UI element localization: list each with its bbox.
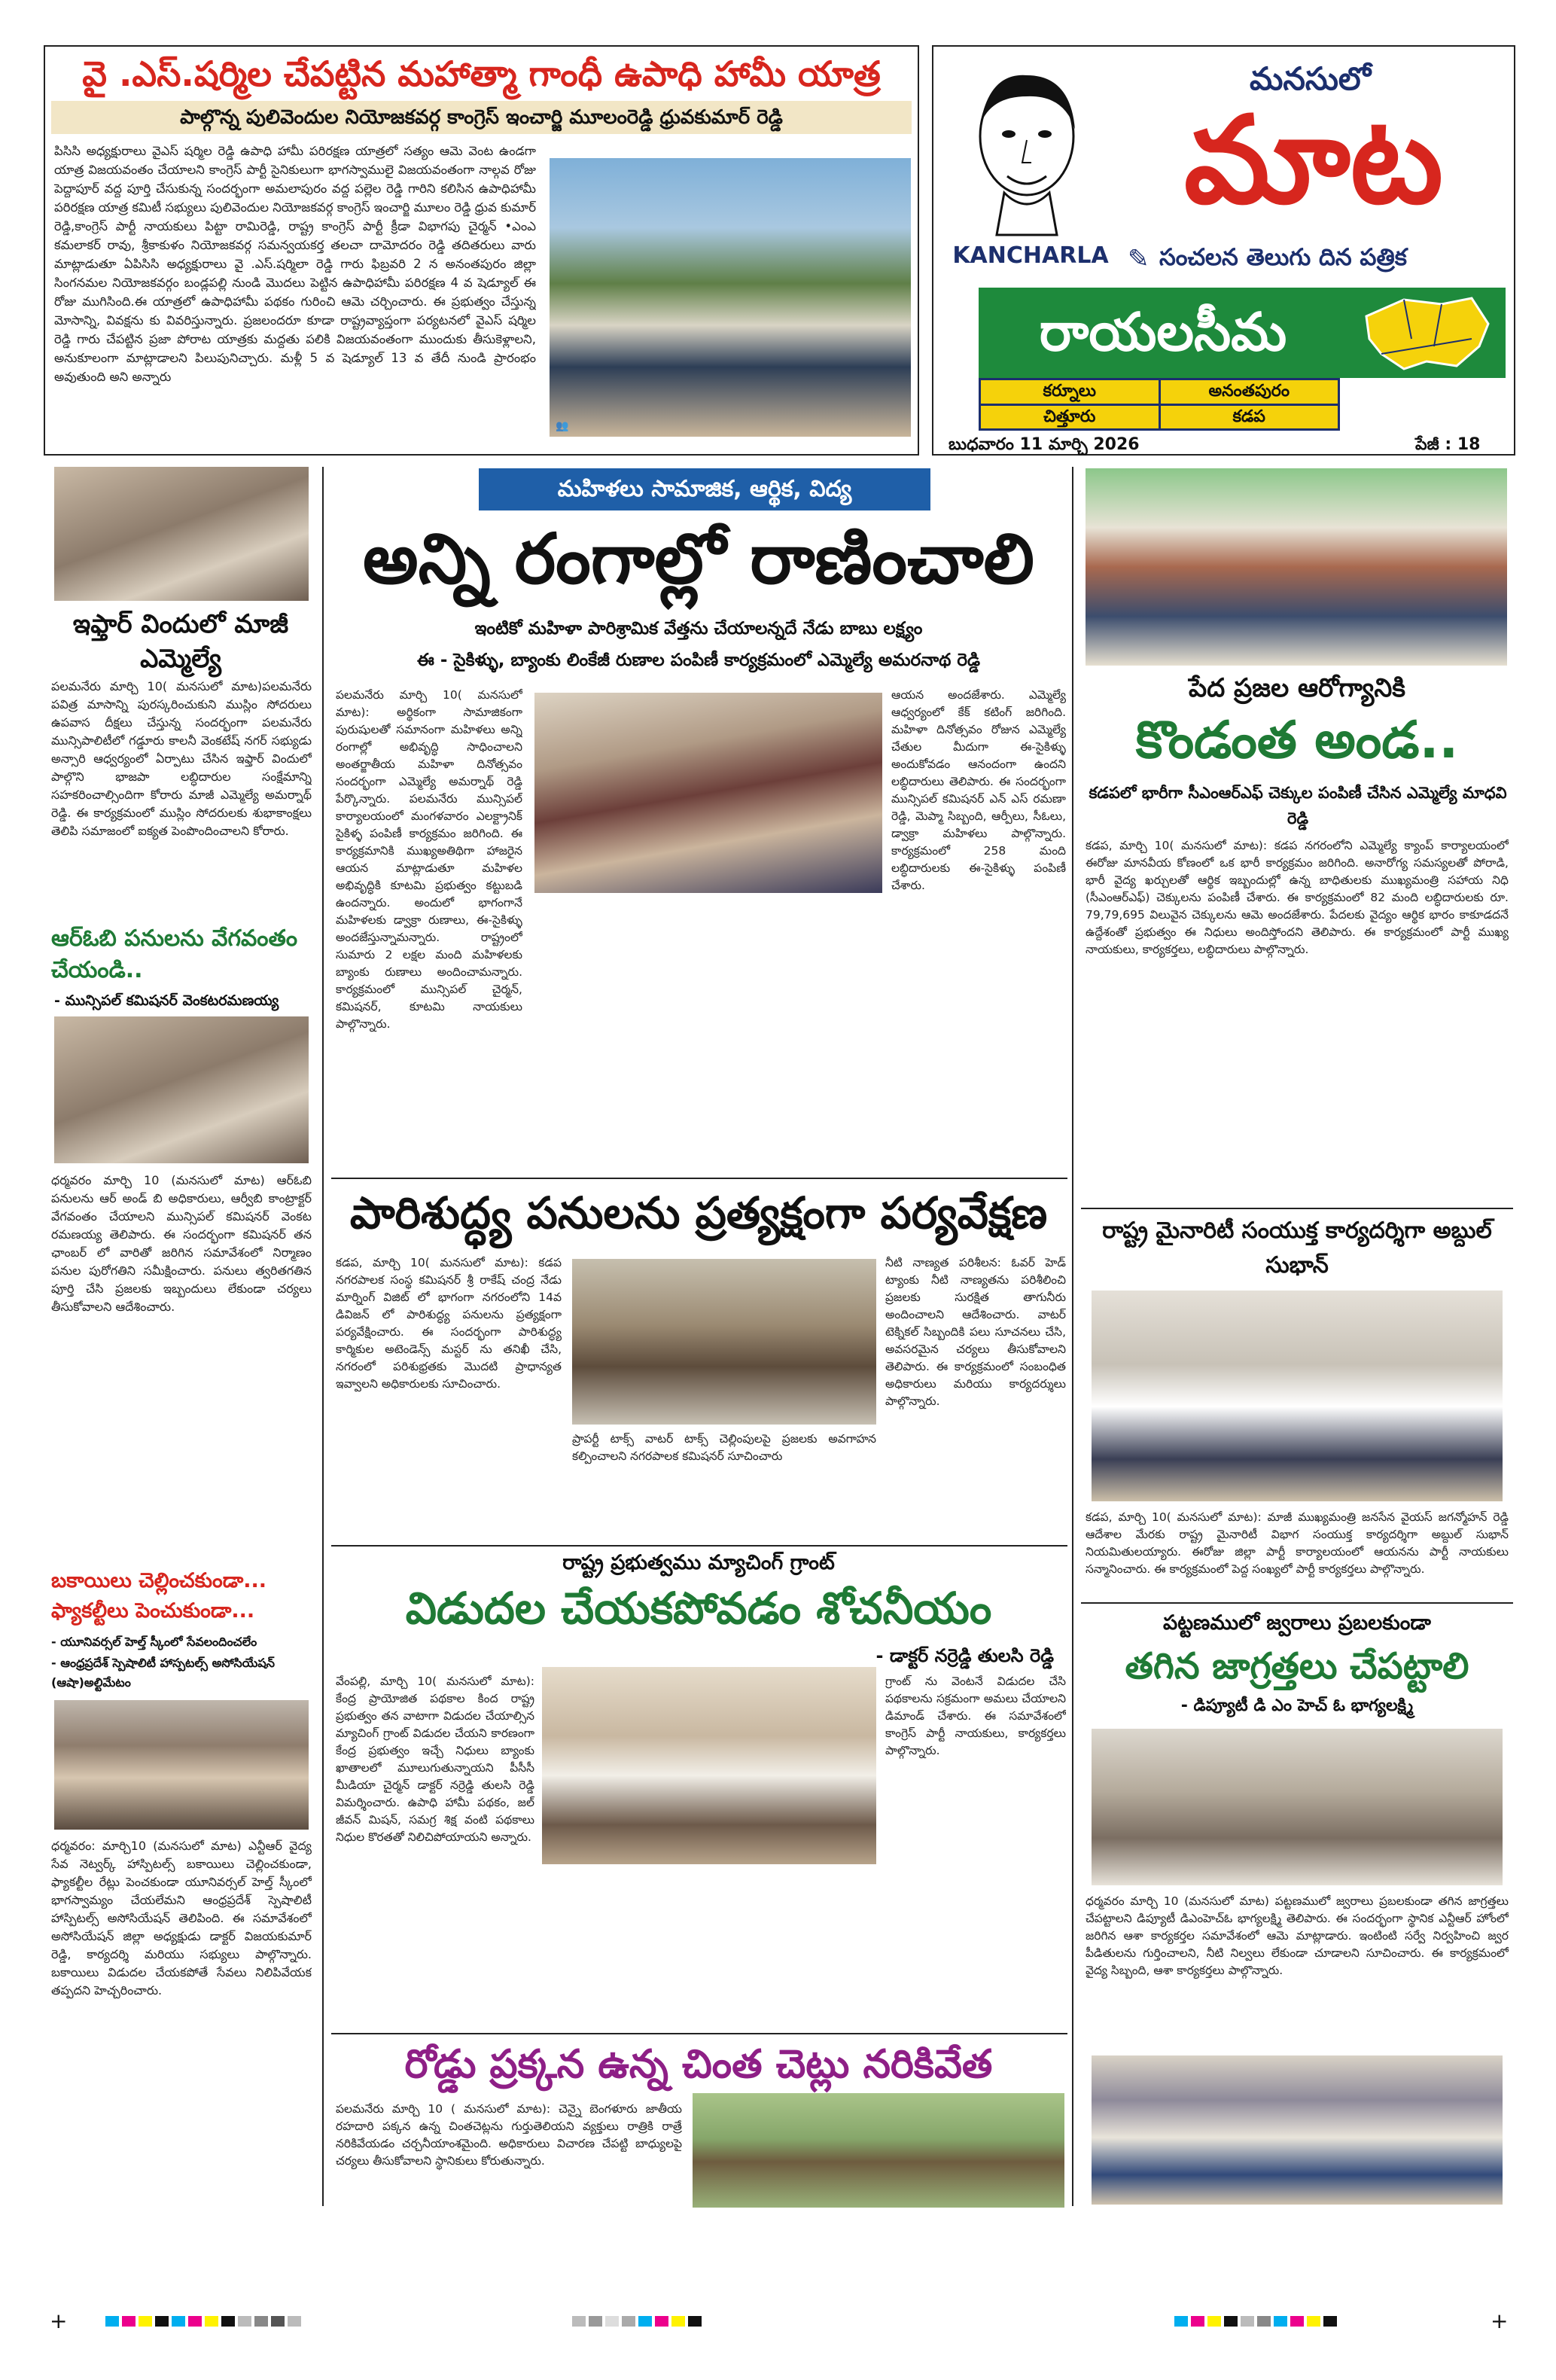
rob-headline: ఆర్ఓబి పనులను వేగవంతం చేయండి.. bbox=[51, 925, 298, 983]
map-icon bbox=[1359, 294, 1494, 375]
fee-bullet-1: - యూనివర్సల్ హెల్త్ స్కీంలో సేవలందించలేం bbox=[51, 1635, 257, 1649]
sanitation-caption: ప్రాపర్టీ టాక్స్ వాటర్ టాక్స్ చెల్లింపులపై ప్రజలకు అవగాహన కల్పించాలని నగరపాలక కమిషనర్ సూచించారు bbox=[572, 1432, 876, 1463]
fee-body: ధర్మవరం: మార్చి10 (మనసులో మాట) ఎన్టీఆర్ వైద్య సేవ నెట్వర్క్ హాస్పిటల్స్ బకాయిలు చెల్లించకుండా, ఫ్యాకల్టీల రేట్లు పెంచకుండా యూనివర్సల్ హెల్త్ స్కీంలో భాగస్వామ్యం చేయలేమని ఆంధ్రప్రదేశ్ స్పెషాలిటీ హాస్పిటల్స్ అసోసియేషన్ తెలిపింది. ఈ సమావేశంలో అసోసియేషన్ జిల్లా అధ్యక్షుడు డాక్టర్ విజయకుమార్ రెడ్డి, కార్యదర్శి మరియు సభ్యులు పాల్గొన్నారు. బకాయిలు విడుదల చేయకపోతే సేవలు నిలిపివేయక తప్పదని హెచ్చరించారు. bbox=[51, 1839, 312, 1998]
color-registration-strip-right bbox=[1174, 2316, 1337, 2327]
top-story-body: పిసిసి అధ్యక్షురాలు వైఎస్ షర్మిల రెడ్డి ఉపాధి హామీ పరిరక్షణ యాత్రలో సత్యం ఆమె వెంట ఉండగా యాత్ర విజయవంతం చేయాలని కాంగ్రెస్ పార్టీ సైనికులుగా భాగస్వాములై విజయవంతంగా నాల్గవ రోజు పెద్దాపూర్ వద్ద పూర్తి చేసుకున్న సందర్భంగా అమలాపురం వద్ద పల్లెల రెడ్డి గారిని కలిసిన ఉపాధిహామీ పరిరక్షణ యాత్ర కమిటీ సభ్యులు పులివెందుల నియోజకవర్గ కాంగ్రెస్ ఇంచార్జి మూలం రెడ్డి ధ్రువ కుమార్ రెడ్డి,కాంగ్రెస్ పార్టీ నాయకులు పిట్టా రామిరెడ్డి, రాష్ట్ర కాంగ్రెస్ పార్టీ క్రీడా విభాగపు చైర్మన్ •ఎంఎ కమలాకర్ రావు, శ్రీకాకుళం నియోజకవర్గ సమన్వయకర్త తలచా దామోదరం రెడ్డి తదితరులు వారు మాట్లాడుతూ ఏపిసిసి అధ్యక్షురాలు వై .ఎస్.షర్మిలా రెడ్డి గారు ఫిబ్రవరి 2 న అనంతపురం జిల్లా సింగనమల నియోజకవర్గం బండ్లపల్లి నుండి మొదలు పెట్టిన ఉపాధిహామీ పరిరక్షణ 4 వ షెడ్యూల్ ఈ రోజు ముగిసింది.ఈ యాత్రలో ఉపాధిహామీ పథకం గురించి ఆమె చర్చించారు. ఈ ప్రభుత్వం చేస్తున్న మోసాన్ని, వివక్షను కు వివరిస్తున్నారు. ప్రజలందరూ కూడా రాష్ట్రవ్యాప్తంగా పర్యటనలో వైఎస్ షర్మిల రెడ్డి గారు చేపట్టిన ప్రజా పోరాట యాత్రకు మద్దతు పలికి విజయవంతంగా ముందుకు తీసుకెళ్లాలని, అనుకూలంగా మాట్లాడాలని పిలుపునిచ్చారు. మళ్లీ 5 వ షెడ్యూల్ 13 వ తేదీ నుండి ప్రారంభం అవుతుంది అని అన్నారు bbox=[54, 144, 536, 384]
sanitation-rule-top bbox=[331, 1178, 1067, 1179]
crop-mark-right-icon: + bbox=[1491, 2308, 1509, 2333]
left-column-divider bbox=[322, 467, 324, 2206]
crop-mark-left-icon: + bbox=[50, 2308, 68, 2333]
brand-small: మనసులో bbox=[1250, 60, 1372, 97]
fee-headline: బకాయిలు చెల్లించకుండా... ఫ్యాకల్టీలు పెంచుకుండా... bbox=[51, 1569, 267, 1623]
cartoon-name: KANCHARLA bbox=[952, 242, 1109, 269]
fever-rule-top bbox=[1081, 1602, 1513, 1604]
fee-bullet-2: - ఆంధ్రప్రదేశ్ స్పెషాలిటీ హాస్పటల్స్ అసోసియేషన్ (ఆషా)అల్టిమేటం bbox=[51, 1656, 275, 1690]
lead-headline: అన్ని రంగాల్లో రాణించాలి bbox=[363, 519, 1034, 599]
iftar-photo bbox=[54, 467, 309, 601]
district-kurnool: కర్నూలు bbox=[981, 380, 1159, 404]
minority-rule-top bbox=[1081, 1208, 1513, 1209]
iftar-body: పలమనేరు మార్చి 10( మనసులో మాట)పలమనేరు పవిత్ర మాసాన్ని పురస్కరించుకుని ముస్లిం సోదరులు ఉపవాస దీక్షలు చేస్తున్న సందర్భంగా పలమనేరు మున్సిపాలిటీలో గడ్డూరు కాలనీ వెంకటేష్ నగర్ సభ్యుడు అన్సారి ఆధ్వర్యంలో ఏర్పాటు చేసిన ఇఫ్తార్ విందులో పాల్గొని భాజపా లబ్ధిదారుల సంక్షేమాన్ని సహకరించాల్సిందిగా కోరారు మాజీ ఎమ్మెల్యే అమర్నాథ్ రెడ్డి. ఈ కార్యక్రమంలో ముస్లిం సోదరులకు శుభాకాంక్షలు తెలిపి సమాజంలో ఐక్యత పెంపొందించాలని కోరారు. bbox=[51, 679, 312, 838]
right-column-divider bbox=[1072, 467, 1073, 2206]
masthead-date: బుధవారం 11 మార్చి 2026 bbox=[949, 435, 1140, 454]
fever-kicker: పట్టణములో జ్వరాలు ప్రబలకుండా bbox=[1163, 1611, 1431, 1635]
minority-headline: రాష్ట్ర మైనారిటీ సంయుక్త కార్యదర్శిగా అబ్దుల్ సుభాన్ bbox=[1102, 1217, 1492, 1278]
sanitation-body-2: నీటి నాణ్యత పరిశీలన: ఓవర్ హెడ్ ట్యాంకు నీటి నాణ్యతను పరిశీలించి ప్రజలకు సురక్షిత తాగునీరు అందించాలని ఆదేశించారు. వాటర్ టెక్నికల్ సిబ్బందికి పలు సూచనలు చేసి, అవసరమైన చర్యలు తీసుకోవాలని తెలిపారు. ఈ కార్యక్రమంలో సంబంధిత అధికారులు మరియు కార్యదర్శులు పాల్గొన్నారు. bbox=[885, 1256, 1066, 1408]
cartoon-face-icon bbox=[944, 65, 1110, 238]
fever-photo bbox=[1092, 1729, 1503, 1885]
masthead-box bbox=[932, 45, 1515, 456]
minority-photo bbox=[1092, 1291, 1503, 1501]
cmrf-photo bbox=[1086, 468, 1507, 666]
sanitation-headline: పారిశుద్ధ్య పనులను ప్రత్యక్షంగా పర్యవేక్షణ bbox=[349, 1187, 1048, 1239]
grant-body: వేంపల్లి, మార్చి 10( మనసులో మాట): కేంద్ర ప్రాయోజిత పథకాల కింద రాష్ట్ర ప్రభుత్వం తన వాటాగా విడుదల చేయాల్సిన మ్యాచింగ్ గ్రాంట్ విడుదల చేయని కారణంగా కేంద్ర ప్రభుత్వం ఇచ్చే నిధులు బ్యాంకు ఖాతాలలో మూలుగుతున్నాయని పీసీసీ మీడియా చైర్మన్ డాక్టర్ నర్రెడ్డి తులసి రెడ్డి విమర్శించారు. ఉపాధి హామీ పథకం, జల్ జీవన్ మిషన్, సమగ్ర శిక్ష వంటి పథకాలు నిధుల కొరతతో నిలిచిపోయాయని అన్నారు. bbox=[336, 1675, 534, 1844]
fever-photo-2 bbox=[1092, 2055, 1503, 2205]
photo-people-icon: 👥 bbox=[556, 420, 569, 432]
pen-icon: ✎ bbox=[1128, 244, 1149, 274]
edition-banner bbox=[979, 288, 1506, 378]
grant-rule-top bbox=[331, 1545, 1067, 1547]
lead-deck-2: ఈ - సైకిళ్ళు, బ్యాంకు లింకేజీ రుణాల పంపిణీ కార్యక్రమంలో ఎమ్మెల్యే అమరనాథ రెడ్డి bbox=[417, 651, 980, 670]
fever-byline: - డిప్యూటీ డి ఎం హెచ్ ఓ భాగ్యలక్ష్మి bbox=[1180, 1696, 1414, 1715]
lead-body-col2: ఆయన అందజేశారు. ఎమ్మెల్యే ఆధ్వర్యంలో కేక్ కటింగ్ జరిగింది. మహిళా దినోత్సవం రోజున ఎమ్మెల్యే చేతుల మీదుగా ఈ-సైకిళ్ళు అందుకోవడం ఆనందంగా ఉందని లబ్ధిదారులు తెలిపారు. ఈ సందర్భంగా మున్సిపల్ కమిషనర్ ఎన్ ఎస్ రమణా రెడ్డి, మెప్మా సిబ్బంది, ఆర్పీలు, సీఓలు, డ్వాక్రా మహిళలు పాల్గొన్నారు. కార్యక్రమంలో 258 మంది లబ్ధిదారులకు ఈ-సైకిళ్ళు పంపిణీ చేశారు. bbox=[891, 688, 1066, 892]
cmrf-deck: కడపలో భారీగా సీఎంఆర్ఎఫ్ చెక్కుల పంపిణీ చేసిన ఎమ్మెల్యే మాధవి రెడ్డి bbox=[1089, 784, 1507, 827]
minority-body: కడప, మార్చి 10( మనసులో మాట): మాజీ ముఖ్యమంత్రి జనసేన వైయస్ జగన్మోహన్ రెడ్డి ఆదేశాల మేరకు రాష్ట్ర మైనారిటీ విభాగ సంయుక్త కార్యదర్శిగా అబ్దుల్ సుభాన్ నియమితులయ్యారు. ఈరోజు జిల్లా పార్టీ కార్యాలయంలో ఆయనను పార్టీ నాయకులు సన్మానించారు. ఈ కార్యక్రమంలో పెద్ద సంఖ్యలో పార్టీ కార్యకర్తలు పాల్గొన్నారు. bbox=[1086, 1510, 1509, 1576]
top-story-photo bbox=[550, 158, 911, 437]
brand-tagline: సంచలన తెలుగు దిన పత్రిక bbox=[1159, 244, 1407, 271]
rob-body: ధర్మవరం మార్చి 10 (మనసులో మాట) ఆర్ఓబి పనులను ఆర్ అండ్ బి అధికారులు, ఆర్వీబి కాంట్రాక్టర్ వేగవంతం చేయాలని మున్సిపల్ కమిషనర్ వెంకట రమణయ్య తెలిపారు. ఈ సందర్భంగా కమిషనర్ తన ఛాంబర్ లో వారితో జరిగిన సమావేశంలో నిర్మాణం పనుల పురోగతిని సమీక్షించారు. పనులు త్వరితగతిన పూర్తి చేసి ప్రజలకు ఇబ్బందులు లేకుండా చర్యలు తీసుకోవాలని ఆదేశించారు. bbox=[51, 1173, 312, 1314]
trees-photo bbox=[693, 2093, 1064, 2208]
cmrf-body: కడప, మార్చి 10( మనసులో మాట): కడప నగరంలోని ఎమ్మెల్యే క్యాంప్ కార్యాలయంలో ఈరోజు మానవీయ కోణంలో ఒక భారీ కార్యక్రమం జరిగింది. అనారోగ్య సమస్యలతో పోరాడి, భారీ వైద్య ఖర్చులతో ఆర్థిక ఇబ్బందుల్లో ఉన్న బాధితులకు ముఖ్యమంత్రి సహాయ నిధి (సీఎంఆర్ఎఫ్) చెక్కులను పంపిణీ చేశారు. ఈ కార్యక్రమంలో 82 మంది లబ్ధిదారులకు రూ. 79,79,695 విలువైన చెక్కులను ఆమె అందజేశారు. పేదలకు వైద్యం ఆర్థిక భారం కాకూడదనే ఉద్దేశంతో ప్రభుత్వం ఈ నిధులు అందిస్తోందని తెలిపారు. ఈ కార్యక్రమంలో పార్టీ ముఖ్య నాయకులు, కార్యకర్తలు, లబ్ధిదారులు పాల్గొన్నారు. bbox=[1086, 839, 1509, 956]
sanitation-body: కడప, మార్చి 10( మనసులో మాట): కడప నగరపాలక సంస్థ కమిషనర్ శ్రీ రాకేష్ చంద్ర నేడు మార్నింగ్ విజిట్ లో భాగంగా నగరంలోని 14వ డివిజన్ లో పారిశుద్ధ్య పనులను ప్రత్యక్షంగా పర్యవేక్షించారు. ఈ సందర్భంగా పారిశుద్ధ్య కార్మికుల అటెండెన్స్ మస్టర్ ను తనిఖీ చేసి, నగరంలో పరిశుభ్రతకు మొదటి ప్రాధాన్యత ఇవ్వాలని అధికారులకు సూచించారు. bbox=[336, 1256, 562, 1391]
district-kadapa: కడప bbox=[1161, 406, 1338, 429]
grant-body-2: గ్రాంట్ ను వెంటనే విడుదల చేసి పథకాలను సక్రమంగా అమలు చేయాలని డిమాండ్ చేశారు. ఈ సమావేశంలో కాంగ్రెస్ పార్టీ నాయకులు, కార్యకర్తలు పాల్గొన్నారు. bbox=[885, 1675, 1066, 1757]
brand-big: మాట bbox=[1183, 90, 1444, 230]
grant-byline: - డాక్టర్ నర్రెడ్డి తులసి రెడ్డి bbox=[875, 1645, 1054, 1666]
edition-name: రాయలసీమ bbox=[1039, 301, 1287, 363]
rob-byline: - మున్సిపల్ కమిషనర్ వెంకటరమణయ్య bbox=[54, 992, 279, 1009]
masthead-page: పేజీ : 18 bbox=[1415, 435, 1481, 454]
lead-photo bbox=[534, 693, 882, 893]
lead-kicker-banner bbox=[479, 468, 930, 510]
rob-photo bbox=[54, 1016, 309, 1163]
top-story-headline: వై .ఎస్.షర్మిల చేపట్టిన మహాత్మా గాంధీ ఉపాధి హామీ యాత్ర bbox=[82, 53, 881, 94]
sanitation-photo bbox=[572, 1259, 876, 1425]
fee-photo bbox=[54, 1700, 309, 1830]
cartoon-portrait bbox=[944, 65, 1110, 238]
grant-kicker: రాష్ట్ర ప్రభుత్వము మ్యాచింగ్ గ్రాంట్ bbox=[562, 1551, 835, 1574]
grant-headline: విడుదల చేయకపోవడం శోచనీయం bbox=[405, 1583, 992, 1634]
fever-headline: తగిన జాగ్రత్తలు చేపట్టాలి bbox=[1125, 1645, 1469, 1687]
color-registration-strip-mid bbox=[572, 2316, 702, 2327]
lead-deck-1: ఇంటికో మహిళా పారిశ్రామిక వేత్తను చేయాలన్నదే నేడు బాబు లక్ష్యం bbox=[474, 619, 923, 638]
grant-photo bbox=[542, 1667, 876, 1864]
fever-body: ధర్మవరం మార్చి 10 (మనసులో మాట) పట్టణములో జ్వరాలు ప్రబలకుండా తగిన జాగ్రత్తలు చేపట్టాలని డిప్యూటీ డిఎంహెచ్ఓ భాగ్యలక్ష్మి తెలిపారు. ఈ సందర్భంగా స్థానిక ఎన్టీఆర్ హోంలో జరిగిన ఆశా కార్యకర్తల సమావేశంలో ఆమె మాట్లాడారు. ఇంటింటి సర్వే నిర్వహించి జ్వర పీడితులను గుర్తించాలని, నీటి నిల్వలు లేకుండా చూడాలని సూచించారు. ఈ కార్యక్రమంలో వైద్య సిబ్బంది, ఆశా కార్యకర్తలు పాల్గొన్నారు. bbox=[1086, 1894, 1509, 1977]
lead-body-col1: పలమనేరు మార్చి 10( మనసులో మాట): అర్థికంగా సామాజికంగా పురుషులతో సమానంగా మహిళలు అన్ని రంగాల్లో అభివృద్ధి సాధించాలని అంతర్జాతీయ మహిళా దినోత్సవం సందర్భంగా ఎమ్మెల్యే అమర్నాథ్ రెడ్డి పేర్కొన్నారు. పలమనేరు మున్సిపల్ కార్యాలయంలో మంగళవారం ఎలక్ట్రానిక్ సైకిళ్ళ పంపిణీ కార్యక్రమం జరిగింది. ఈ కార్యక్రమానికి ముఖ్యఅతిథిగా హాజరైన ఆయన మాట్లాడుతూ మహిళల అభివృద్ధికి కూటమి ప్రభుత్వం కట్టుబడి ఉందన్నారు. అందులో భాగంగానే మహిళలకు డ్వాక్రా రుణాలు, ఈ-సైకిళ్ళు అందజేస్తున్నామన్నారు. రాష్ట్రంలో సుమారు 2 లక్షల మంది మహిళలకు బ్యాంకు రుణాలు అందించామన్నారు. కార్యక్రమంలో మున్సిపల్ చైర్మన్, కమిషనర్, కూటమి నాయకులు పాల్గొన్నారు. bbox=[336, 688, 522, 1031]
trees-rule-top bbox=[331, 2033, 1067, 2034]
top-story-box bbox=[44, 45, 919, 456]
iftar-headline: ఇఫ్తార్ విందులో మాజీ ఎమ్మెల్యే bbox=[72, 609, 289, 674]
trees-headline: రోడ్డు ప్రక్కన ఉన్న చింత చెట్లు నరికివేత bbox=[404, 2042, 993, 2087]
lead-kicker: మహిళలు సామాజిక, ఆర్థిక, విద్య bbox=[557, 476, 852, 502]
cmrf-kicker: పేద ప్రజల ఆరోగ్యానికి bbox=[1189, 673, 1405, 703]
trees-body: పలమనేరు మార్చి 10 ( మనసులో మాట): చెన్నై బెంగళూరు జాతీయ రహదారి పక్కన ఉన్న చింతచెట్లను గుర్తుతెలియని వ్యక్తులు రాత్రికి రాత్రే నరికివేయడం చర్చనీయాంశమైంది. అధికారులు విచారణ చేపట్టి బాధ్యులపై చర్యలు తీసుకోవాలని స్థానికులు కోరుతున్నారు. bbox=[336, 2102, 682, 2168]
top-story-subhead-bar bbox=[51, 101, 912, 134]
color-registration-strip-left bbox=[105, 2316, 301, 2327]
district-grid bbox=[979, 378, 1340, 431]
district-anantapur: అనంతపురం bbox=[1161, 380, 1338, 404]
district-chittoor: చిత్తూరు bbox=[981, 406, 1159, 429]
top-story-subhead: పాల్గొన్న పులివెందుల నియోజకవర్గ కాంగ్రెస్ ఇంచార్జి మూలంరెడ్డి ధ్రువకుమార్ రెడ్డి bbox=[180, 106, 783, 129]
cmrf-headline: కొండంత అండ.. bbox=[1135, 711, 1459, 770]
